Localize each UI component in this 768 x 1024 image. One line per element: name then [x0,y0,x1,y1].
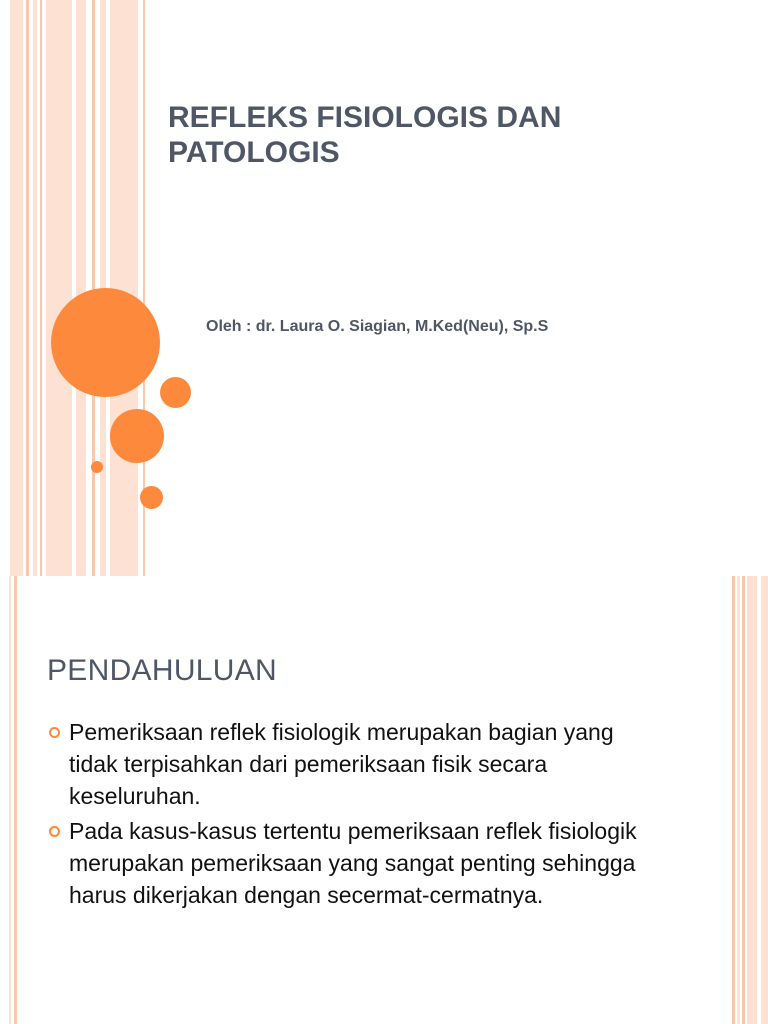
decorative-circle-medium [110,409,164,463]
decorative-stripe [737,576,740,1024]
decorative-stripe [9,576,11,1024]
bullet-circle-icon [49,727,60,738]
decorative-stripe [761,576,768,1024]
bullet-text: Pada kasus-kasus tertentu pemeriksaan reflek fisiologik merupakan pemeriksaan yang sangat penting sehingga harus dikerjakan dengan secermat-cermatnya. [69,818,637,908]
bullet-circle-icon [49,826,60,837]
decorative-stripe [46,0,72,576]
bullet-list [48,716,648,914]
decorative-circle-small [140,486,163,509]
decorative-circle-large [51,288,160,397]
decorative-stripe [732,576,735,1024]
decorative-stripe [747,576,757,1024]
slide-title: REFLEKS FISIOLOGIS DAN PATOLOGIS [168,101,562,169]
decorative-stripe [76,0,86,576]
list-item [48,815,648,911]
bullet-text: Pemeriksaan reflek fisiologik merupakan bagian yang tidak terpisahkan dari pemeriksaan fisik secara keseluruhan. [69,719,614,809]
section-heading: PENDAHULUAN [47,654,278,687]
decorative-stripe [26,0,29,576]
decorative-stripe [14,576,17,1024]
list-item [48,716,648,812]
author-line: Oleh : dr. Laura O. Siagian, M.Ked(Neu), Sp.S [206,318,549,335]
decorative-circle-small [160,377,191,408]
content-slide [0,576,768,1024]
decorative-stripe [40,0,42,576]
decorative-stripe [742,576,745,1024]
decorative-stripe [10,0,23,576]
decorative-stripe [33,0,37,576]
decorative-circle-tiny [91,461,103,473]
